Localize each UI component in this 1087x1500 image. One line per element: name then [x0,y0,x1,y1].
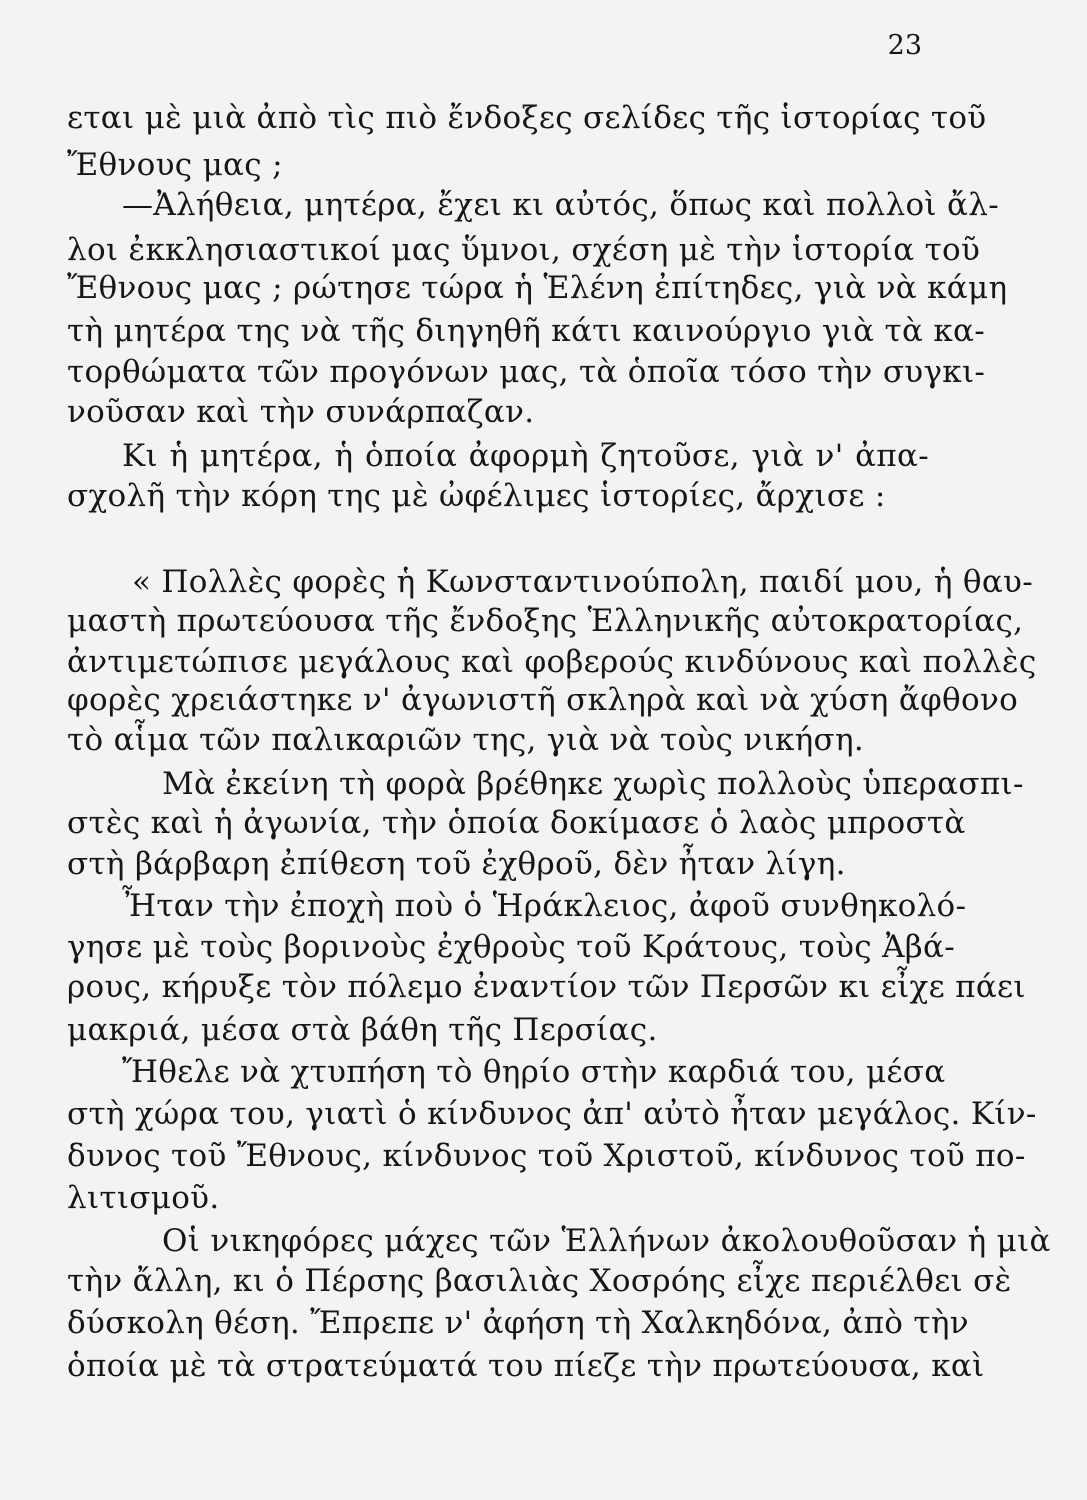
text-line: Ἦταν τὴν ἐποχὴ ποὺ ὁ Ἡράκλειος, ἀφοῦ συνθηκολό- [122,888,967,924]
text-line: στὲς καὶ ἡ ἀγωνία, τὴν ὁποία δοκίμασε ὁ λαὸς μπροστὰ [67,805,966,841]
text-line: ὁποία μὲ τὰ στρατεύματά του πίεζε τὴν πρωτεύουσα, καὶ [67,1348,985,1384]
text-line: εται μὲ μιὰ ἀπὸ τὶς πιὸ ἔνδοξες σελίδες τῆς ἱστορίας τοῦ [67,100,987,136]
text-line: φορὲς χρειάστηκε ν' ἀγωνιστῆ σκληρὰ καὶ νὰ χύση ἄφθονο [67,682,1019,718]
text-line: μαστὴ πρωτεύουσα τῆς ἔνδοξης Ἑλληνικῆς αὐτοκρατορίας, [67,603,1024,639]
text-line: —Ἀλήθεια, μητέρα, ἔχει κι αὐτός, ὅπως καὶ πολλοὶ ἄλ- [122,187,999,223]
text-line: Οἱ νικηφόρες μάχες τῶν Ἑλλήνων ἀκολουθοῦσαν ἡ μιὰ [162,1223,1051,1259]
text-line: νοῦσαν καὶ τὴν συνάρπαζαν. [67,394,535,430]
text-line: στὴ βάρβαρη ἐπίθεση τοῦ ἐχθροῦ, δὲν ἦταν λίγη. [67,846,846,882]
text-line: τορθώματα τῶν προγόνων μας, τὰ ὁποῖα τόσο τὴν συγκι- [67,354,986,390]
text-line: Κι ἡ μητέρα, ἡ ὁποία ἀφορμὴ ζητοῦσε, γιὰ ν' ἀπα- [122,438,929,474]
text-line: δύσκολη θέση. Ἔπρεπε ν' ἀφήση τὴ Χαλκηδόνα, ἀπὸ τὴν [67,1305,969,1341]
text-line: τὴν ἄλλη, κι ὁ Πέρσης βασιλιὰς Χοσρόης εἶχε περιέλθει σὲ [67,1263,1012,1299]
text-line: λιτισμοῦ. [67,1180,220,1216]
text-line: δυνος τοῦ Ἔθνους, κίνδυνος τοῦ Χριστοῦ, κίνδυνος τοῦ πο- [67,1138,1026,1174]
text-line: Μὰ ἐκείνη τὴ φορὰ βρέθηκε χωρὶς πολλοὺς ὑπερασπι- [162,766,1024,802]
text-line: ἀντιμετώπισε μεγάλους καὶ φοβερούς κινδύνους καὶ πολλὲς [67,644,1037,680]
text-line: ρους, κήρυξε τὸν πόλεμο ἐναντίον τῶν Περσῶν κι εἶχε πάει [67,969,1026,1005]
text-line: σχολῆ τὴν κόρη της μὲ ὠφέλιμες ἱστορίες, ἄρχισε : [67,478,886,514]
page-number: 23 [887,30,922,61]
text-line: γησε μὲ τοὺς βορινοὺς ἐχθροὺς τοῦ Κράτους, τοὺς Ἀβά- [67,929,956,965]
text-line: Ἔθνους μας ; [67,147,283,183]
text-line: λοι ἐκκλησιαστικοί μας ὕμνοι, σχέση μὲ τὴν ἱστορία τοῦ [67,232,981,268]
text-line: Ἔθνους μας ; ρώτησε τώρα ἡ Ἑλένη ἐπίτηδες, γιὰ νὰ κάμη [67,270,1008,306]
text-line: « Πολλὲς φορὲς ἡ Κωνσταντινούπολη, παιδί μου, ἡ θαυ- [132,564,1033,600]
text-line: μακριά, μέσα στὰ βάθη τῆς Περσίας. [67,1012,658,1048]
text-line: στὴ χώρα του, γιατὶ ὁ κίνδυνος ἀπ' αὐτὸ ἦταν μεγάλος. Κίν- [67,1096,1037,1132]
text-line: τὸ αἷμα τῶν παλικαριῶν της, γιὰ νὰ τοὺς νικήση. [67,722,865,758]
text-line: Ἤθελε νὰ χτυπήση τὸ θηρίο στὴν καρδιά του, μέσα [122,1054,946,1090]
text-line: τὴ μητέρα της νὰ τῆς διηγηθῆ κάτι καινούργιο γιὰ τὰ κα- [67,313,986,349]
